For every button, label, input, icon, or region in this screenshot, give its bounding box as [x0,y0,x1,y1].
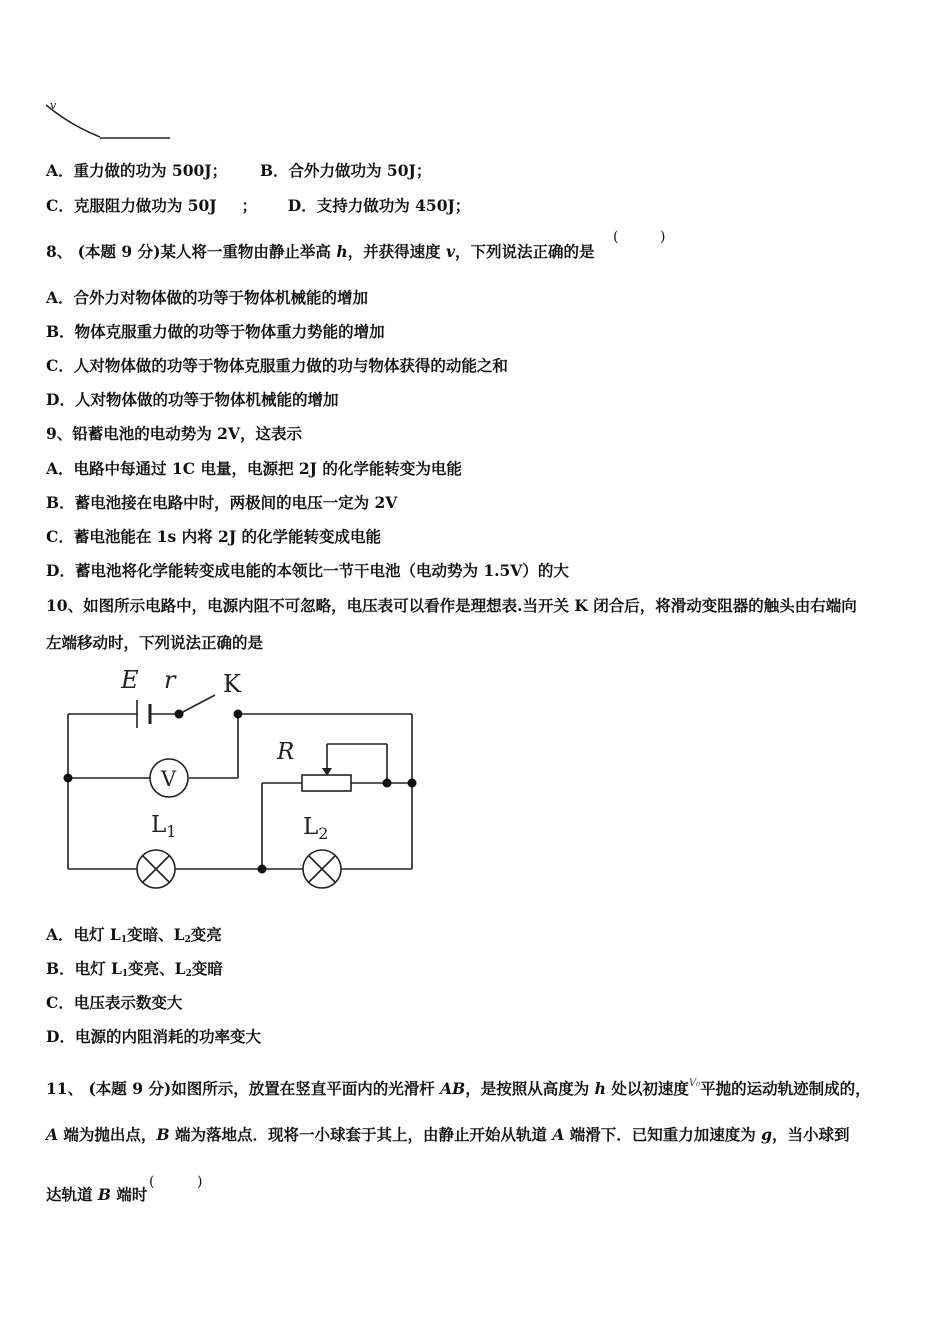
circuit-diagram [55,662,430,892]
q8-answer-paren-close: ) [660,229,666,245]
q8-stem-prefix: 8、 (本题 9 分)某人将一重物由静止举高 [46,242,337,261]
q11-var-h: h [594,1079,606,1098]
q7-option-b: B．合外力做功为 50J； [259,161,432,180]
q9-stem: 9、铅蓄电池的电动势为 2V，这表示 [46,424,302,443]
q7-option-c-tail: ； [241,196,257,215]
slope-figure [40,95,180,145]
q8-answer-paren-open: ( [613,229,619,245]
q10-option-d: D．电源的内阻消耗的功率变大 [46,1027,261,1046]
q11-answer-paren-close: ) [197,1174,203,1190]
q8-option-d: D．人对物体做的功等于物体机械能的增加 [46,390,339,409]
label-emf: E [121,666,139,694]
q10-option-a: A．电灯 $L_1$变暗、$L_2$变亮 [46,925,222,945]
rheostat-body [302,775,351,791]
q11-stem-line-3: 达轨道 B 端时 [46,1185,148,1204]
q8-option-a: A．合外力对物体做的功等于物体机械能的增加 [46,288,369,307]
node-switch-right [234,710,243,719]
q11-stem-line-2: A 端为抛出点，B 端为落地点．现将一小球套于其上，由静止开始从轨道 A 端滑下．已知重力加速度为 g，当小球到 [46,1125,850,1144]
q9-option-a: A．电路中每通过 1C 电量，电源把 2J 的化学能转变为电能 [46,459,462,478]
q8-option-b: B．物体克服重力做的功等于物体重力势能的增加 [46,322,385,341]
q7-option-a: A．重力做的功为 500J； [46,161,228,180]
node-slider [383,779,392,788]
q8-option-c: C．人对物体做的功等于物体克服重力做的功与物体获得的动能之和 [46,356,508,375]
q11-var-ab: AB [440,1079,466,1098]
label-lamp-l2: $L_2$ [303,814,329,843]
q10-option-b: B．电灯 $L_1$变亮、$L_2$变暗 [46,959,223,979]
q9-option-b: B．蓄电池接在电路中时，两极间的电压一定为 2V [46,493,398,512]
q7-option-c: C．克服阻力做功为 50J [46,196,217,215]
q7-option-d: D．支持力做功为 450J； [287,196,471,215]
q11-answer-paren-open: ( [149,1174,155,1190]
q8-var-h: h [336,242,348,261]
q8-stem [46,242,595,262]
slope-velocity-label: v [50,99,57,112]
q9-option-d: D．蓄电池将化学能转变成电能的本领比一节干电池（电动势为 1.5V）的大 [46,561,569,580]
node-right [408,779,417,788]
q10-option-c: C．电压表示数变大 [46,993,183,1012]
node-bottom [258,865,267,874]
q8-stem-mid: ，并获得速度 [347,242,447,261]
label-switch-k: K [223,670,241,698]
q7-options-row-1 [46,161,431,181]
q8-var-v: v [446,242,456,261]
q11-stem-line-1: 11、 (本题 9 分)如图所示，放置在竖直平面内的光滑杆 AB，是按照从高度为 h 处以初速度$^{V_0}$平抛的运动轨迹制成的， [46,1078,871,1098]
node-left [64,774,73,783]
node-switch-left [175,710,184,719]
label-rheostat-r: R [277,739,295,765]
q11-var-v0: V₀ [688,1078,701,1089]
q9-option-c: C．蓄电池能在 1s 内将 2J 的化学能转变成电能 [46,527,382,546]
label-voltmeter-v: V [161,767,177,791]
switch-blade [179,695,215,714]
q10-stem-line-2: 左端移动时，下列说法正确的是 [46,633,264,652]
label-internal-r: r [164,666,176,694]
q10-stem-line-1: 10、如图所示电路中，电源内阻不可忽略，电压表可以看作是理想表.当开关 K 闭合后，将滑动变阻器的触头由右端向 [46,596,857,615]
label-lamp-l1: $L_1$ [151,812,177,841]
q8-stem-suffix: ，下列说法正确的是 [455,242,595,261]
q7-options-row-2 [46,196,470,216]
